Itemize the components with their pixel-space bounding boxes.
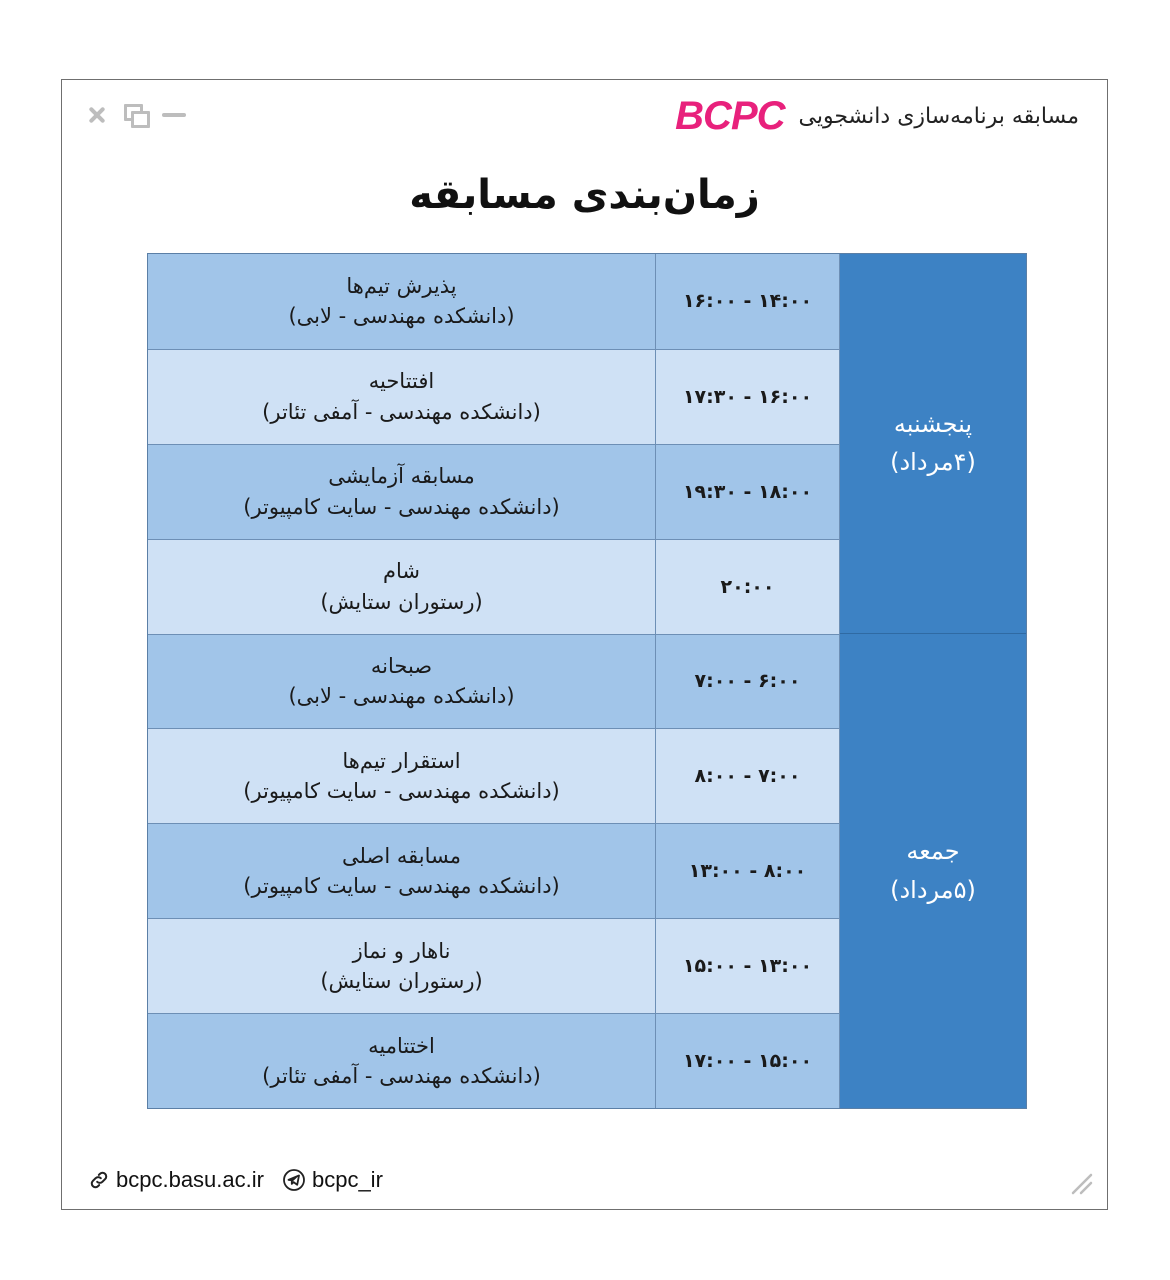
brand-logo: BCPC [675,94,785,138]
minimize-icon[interactable] [162,104,186,126]
event-cell [148,444,655,539]
website-url: bcpc.basu.ac.ir [116,1167,264,1192]
event-cell [148,823,655,918]
event-cell [148,918,655,1013]
resize-grip-icon[interactable] [1069,1171,1093,1195]
event-title: مسابقه آزمایشی [328,464,475,489]
day-cell-thursday [840,254,1026,634]
event-title: استقرار تیم‌ها [342,748,461,773]
event-title: صبحانه [370,654,433,679]
event-location: (رستوران ستایش) [320,969,483,994]
website-link[interactable] [88,1167,264,1193]
event-location: (دانشکده مهندسی - سایت کامپیوتر) [243,494,560,519]
day-cell-friday [840,634,1026,1108]
time-cell [655,728,840,823]
event-cell [148,539,655,634]
telegram-handle: bcpc_ir [311,1167,383,1192]
time-range: ۶:۰۰ - ۷:۰۰ [694,670,801,693]
time-cell [655,634,840,729]
event-title: اختتامیه [368,1033,435,1058]
telegram-icon [282,1168,306,1192]
event-location: (دانشکده مهندسی - سایت کامپیوتر) [243,779,560,804]
event-cell [148,254,655,349]
time-cell [655,349,840,444]
event-cell [148,728,655,823]
event-cell [148,1013,655,1108]
time-cell [655,444,840,539]
link-icon [88,1169,110,1191]
time-range: ۲۰:۰۰ [720,575,775,598]
time-cell [655,539,840,634]
close-icon[interactable] [86,104,108,126]
day-date: (۴مرداد) [890,448,976,477]
time-range: ۸:۰۰ - ۱۳:۰۰ [688,860,807,883]
time-range: ۱۴:۰۰ - ۱۶:۰۰ [682,290,813,313]
time-cell [655,254,840,349]
telegram-link[interactable] [282,1167,383,1193]
event-location: (دانشکده مهندسی - سایت کامپیوتر) [243,874,560,899]
day-date: (۵مرداد) [890,875,976,904]
time-cell [655,1013,840,1108]
event-title: افتتاحیه [368,369,435,394]
time-range: ۱۶:۰۰ - ۱۷:۳۰ [682,385,813,408]
event-location: (رستوران ستایش) [320,589,483,614]
time-range: ۱۵:۰۰ - ۱۷:۰۰ [682,1050,813,1073]
event-title: پذیرش تیم‌ها [346,274,457,298]
brand-title: مسابقه برنامه‌سازی دانشجویی [798,104,1079,129]
day-name: پنجشنبه [893,409,973,438]
time-cell [655,823,840,918]
footer [88,1167,383,1193]
event-location: (دانشکده مهندسی - لابی) [288,304,515,329]
event-location: (دانشکده مهندسی - آمفی تئاتر) [262,1064,541,1089]
time-range: ۱۳:۰۰ - ۱۵:۰۰ [682,955,813,978]
day-name: جمعه [906,837,960,866]
event-title: شام [383,559,420,584]
window-controls [86,104,186,126]
event-location: (دانشکده مهندسی - لابی) [288,684,515,709]
event-title: مسابقه اصلی [342,843,461,868]
restore-icon[interactable] [124,104,146,126]
time-range: ۱۸:۰۰ - ۱۹:۳۰ [682,480,813,503]
time-cell [655,918,840,1013]
window [61,79,1108,1210]
page-title: زمان‌بندی مسابقه [409,172,760,218]
time-range: ۷:۰۰ - ۸:۰۰ [694,765,801,788]
event-cell [148,634,655,729]
event-cell [148,349,655,444]
event-location: (دانشکده مهندسی - آمفی تئاتر) [262,399,541,424]
event-title: ناهار و نماز [352,938,451,963]
schedule-table [147,253,1027,1109]
brand-header [675,94,1079,139]
